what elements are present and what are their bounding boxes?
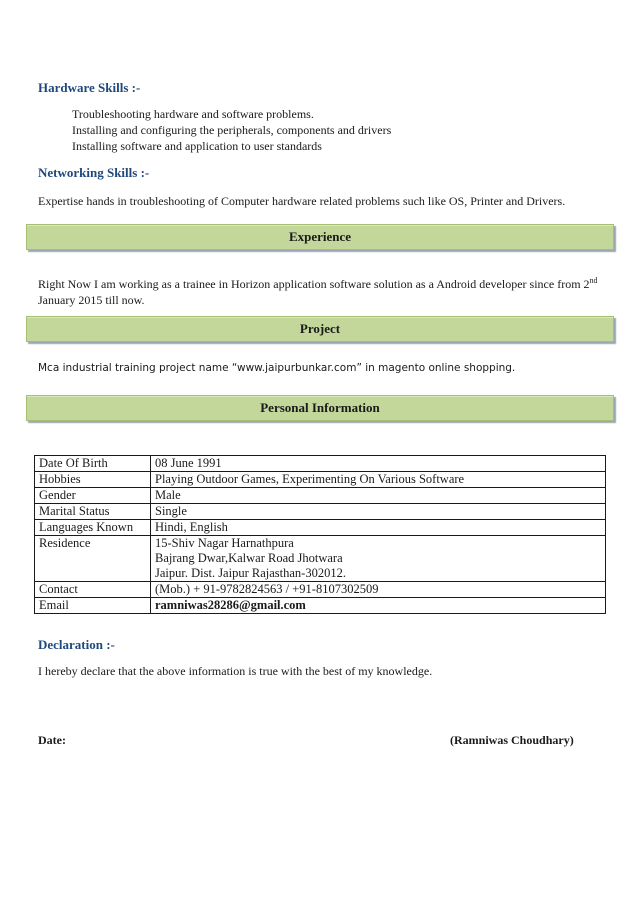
experience-ordinal: nd <box>589 276 598 285</box>
row-value: Hindi, English <box>151 520 606 536</box>
hardware-skill-item: Troubleshooting hardware and software problems. <box>72 107 314 121</box>
experience-title: Experience <box>288 229 352 244</box>
row-label: Date Of Birth <box>35 456 151 472</box>
project-text: Mca industrial training project name “www.jaipurbunkar.com” in magento online shopping. <box>38 362 516 374</box>
residence-value <box>151 536 606 582</box>
table-row <box>35 488 606 504</box>
row-label: Email <box>35 598 151 614</box>
experience-section-bar <box>26 224 614 250</box>
row-label: Residence <box>35 536 151 582</box>
row-label: Contact <box>35 582 151 598</box>
table-row <box>35 472 606 488</box>
networking-skills-heading: Networking Skills :- <box>38 165 150 180</box>
project-section-bar <box>26 316 614 342</box>
project-title: Project <box>299 321 341 336</box>
row-value: 08 June 1991 <box>151 456 606 472</box>
hardware-skill-item: Installing and configuring the peripherals, components and drivers <box>72 123 392 137</box>
email-value: ramniwas28286@gmail.com <box>151 598 606 614</box>
table-row <box>35 536 606 582</box>
networking-skills-text: Expertise hands in troubleshooting of Computer hardware related problems such like OS, Printer and Drivers. <box>38 194 566 208</box>
table-row <box>35 456 606 472</box>
table-row <box>35 598 606 614</box>
personal-info-section-bar <box>26 395 614 421</box>
declaration-heading: Declaration :- <box>38 637 115 652</box>
table-row <box>35 582 606 598</box>
table-row <box>35 504 606 520</box>
date-label: Date: <box>38 733 66 747</box>
declaration-text: I hereby declare that the above information is true with the best of my knowledge. <box>38 664 433 678</box>
row-label: Languages Known <box>35 520 151 536</box>
row-value: Male <box>151 488 606 504</box>
row-label: Marital Status <box>35 504 151 520</box>
experience-line-2: January 2015 till now. <box>38 293 145 307</box>
experience-text: Right Now I am working as a trainee in Horizon application software solution as a Android developer since from 2 <box>38 277 590 291</box>
row-label: Gender <box>35 488 151 504</box>
residence-line: 15-Shiv Nagar Harnathpura <box>155 536 294 550</box>
hardware-skills-heading: Hardware Skills :- <box>38 80 141 95</box>
row-value: Single <box>151 504 606 520</box>
row-value: Playing Outdoor Games, Experimenting On Various Software <box>151 472 606 488</box>
signature-name: (Ramniwas Choudhary) <box>450 733 574 747</box>
experience-line-1 <box>38 276 598 292</box>
hardware-skill-item: Installing software and application to user standards <box>72 139 322 153</box>
contact-value: (Mob.) + 91-9782824563 / +91-8107302509 <box>151 582 606 598</box>
row-label: Hobbies <box>35 472 151 488</box>
residence-line: Jaipur. Dist. Jaipur Rajasthan-302012. <box>155 566 346 580</box>
personal-info-title: Personal Information <box>260 400 380 415</box>
residence-line: Bajrang Dwar,Kalwar Road Jhotwara <box>155 551 343 565</box>
table-row <box>35 520 606 536</box>
personal-info-table <box>34 455 606 614</box>
